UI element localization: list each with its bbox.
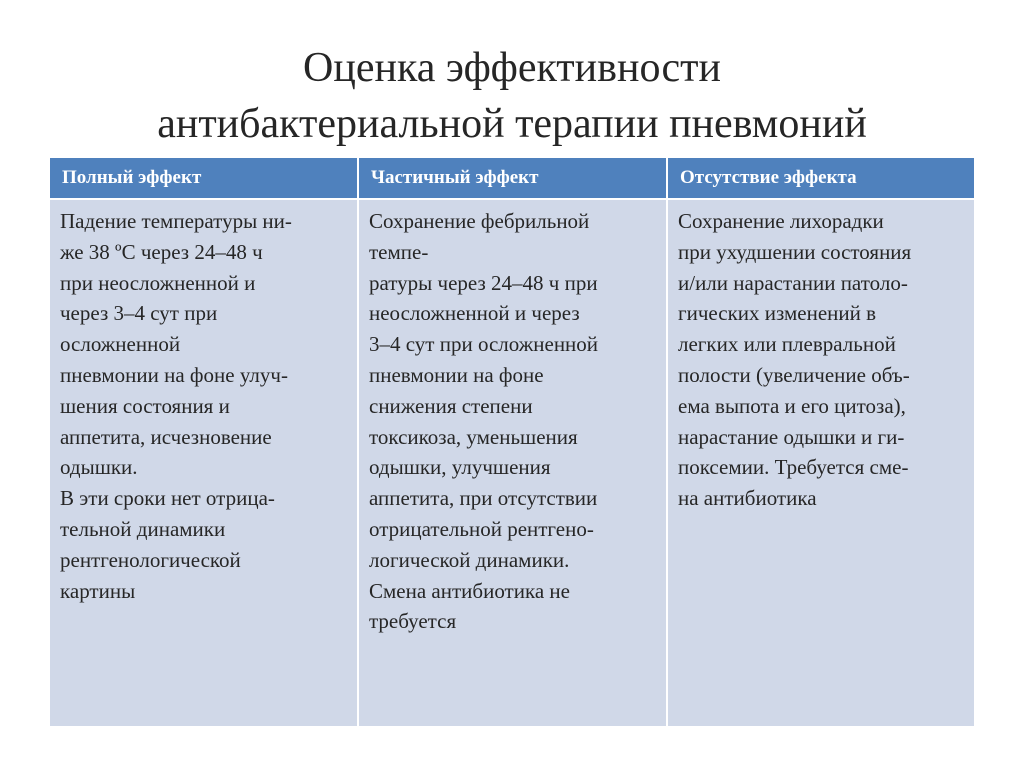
cell-text-line: требуется bbox=[369, 609, 457, 634]
cell-text-line: Смена антибиотика не bbox=[369, 578, 570, 603]
cell-text-line: шения состояния и bbox=[60, 393, 230, 418]
cell-text-line: одышки, улучшения bbox=[369, 455, 551, 480]
cell-text-line: при неосложненной и bbox=[60, 270, 256, 295]
cell-text-line: и/или нарастании патоло- bbox=[678, 270, 908, 295]
cell-text-line: отрицательной рентгено- bbox=[369, 516, 594, 541]
cell-partial-effect bbox=[359, 200, 666, 726]
cell-text-line: одышки. bbox=[60, 455, 138, 480]
cell-text-line: картины bbox=[60, 578, 136, 603]
cell-text-line: ратуры через 24–48 ч при bbox=[369, 270, 598, 295]
cell-text-line: пневмонии на фоне улуч- bbox=[60, 362, 288, 387]
cell-text-line: при ухудшении состояния bbox=[678, 239, 912, 264]
slide-title-line-2: антибактериальной терапии пневмоний bbox=[157, 101, 867, 147]
cell-text-line: снижения степени bbox=[369, 393, 533, 418]
cell-full-effect bbox=[50, 200, 357, 726]
cell-text-line: полости (увеличение объ- bbox=[678, 362, 910, 387]
cell-text-line: нарастание одышки и ги- bbox=[678, 424, 905, 449]
cell-text-line: же 38 ºС через 24–48 ч bbox=[60, 239, 263, 264]
cell-text-line: логической динамики. bbox=[369, 547, 570, 572]
slide-title-line-1: Оценка эффективности bbox=[303, 45, 721, 91]
cell-text-line: ема выпота и его цитоза), bbox=[678, 393, 906, 418]
cell-text-line: неосложненной и через bbox=[369, 301, 580, 326]
header-no-effect: Отсутствие эффекта bbox=[668, 158, 974, 198]
cell-text-line: легких или плевральной bbox=[678, 332, 896, 357]
cell-text-line: поксемии. Требуется сме- bbox=[678, 455, 909, 480]
slide-title bbox=[0, 40, 1024, 152]
cell-text-line: темпе- bbox=[369, 239, 429, 264]
cell-text-line: гических изменений в bbox=[678, 301, 877, 326]
cell-text-line: на антибиотика bbox=[678, 486, 817, 511]
cell-text-line: через 3–4 сут при bbox=[60, 301, 218, 326]
cell-text-line: токсикоза, уменьшения bbox=[369, 424, 578, 449]
header-partial-effect: Частичный эффект bbox=[359, 158, 666, 198]
cell-text-line: аппетита, исчезновение bbox=[60, 424, 272, 449]
cell-text-line: Падение температуры ни- bbox=[60, 209, 292, 233]
cell-text-line: рентгенологической bbox=[60, 547, 241, 572]
cell-text-line: В эти сроки нет отрица- bbox=[60, 486, 275, 511]
cell-text-line: Сохранение фебрильной bbox=[369, 209, 590, 233]
cell-no-effect bbox=[668, 200, 974, 726]
header-full-effect: Полный эффект bbox=[50, 158, 357, 198]
cell-text-line: пневмонии на фоне bbox=[369, 362, 544, 387]
cell-text-line: Сохранение лихорадки bbox=[678, 209, 884, 233]
cell-text-line: аппетита, при отсутствии bbox=[369, 486, 598, 511]
cell-text-line: тельной динамики bbox=[60, 516, 226, 541]
cell-text-line: осложненной bbox=[60, 332, 181, 357]
effectiveness-table bbox=[50, 158, 974, 724]
cell-text-line: 3–4 сут при осложненной bbox=[369, 332, 599, 357]
